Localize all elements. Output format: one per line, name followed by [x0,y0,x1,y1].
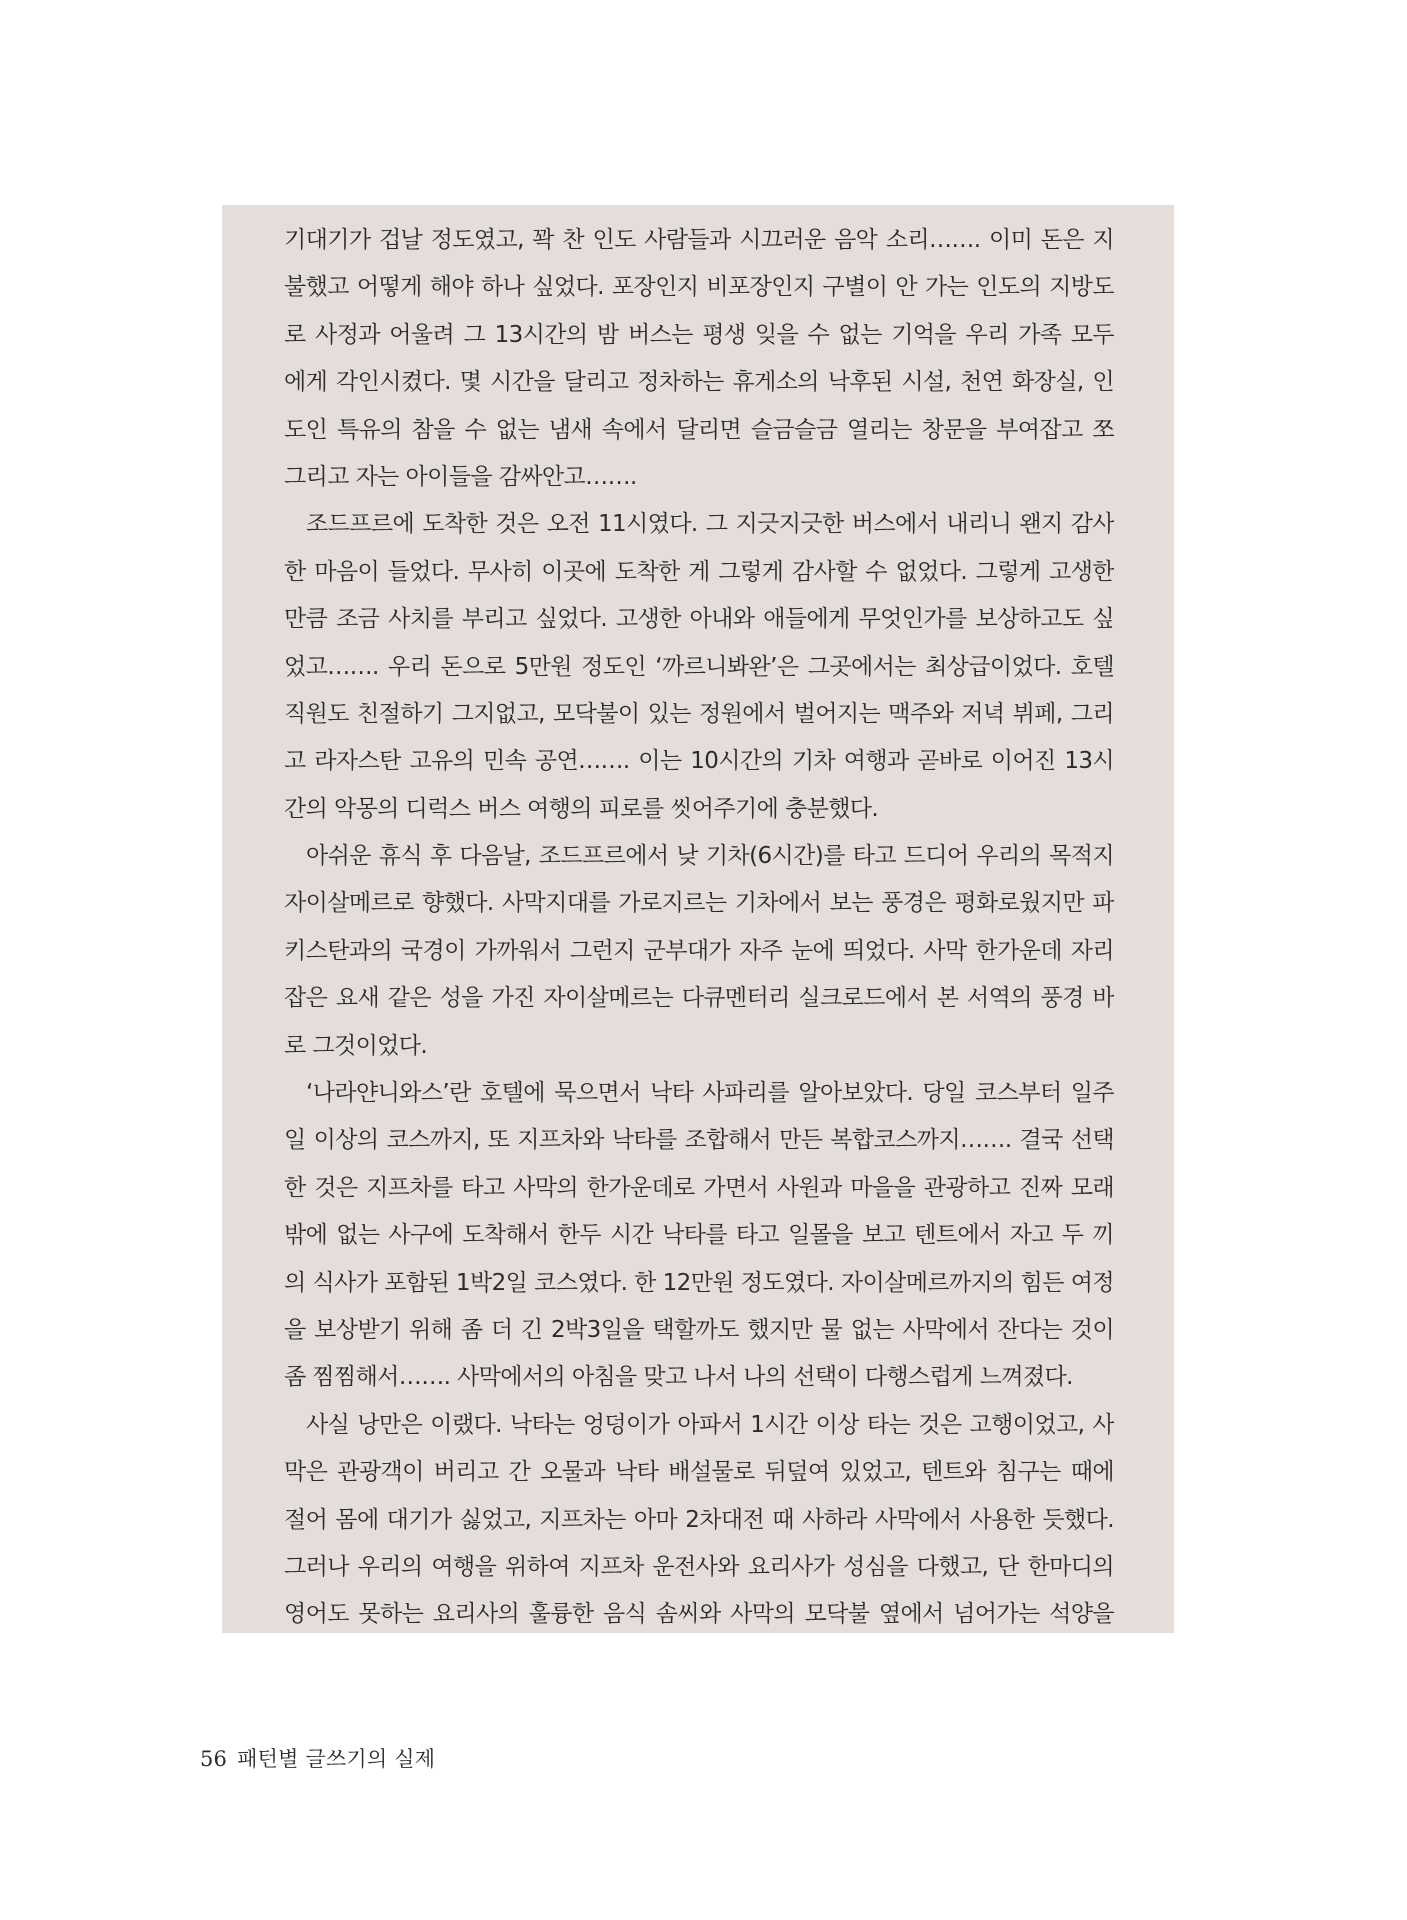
text-line: 을 보상받기 위해 좀 더 긴 2박3일을 택할까도 했지만 물 없는 사막에서 잔다는 것이 [284,1316,1114,1343]
text-line: 에게 각인시켰다. 몇 시간을 달리고 정차하는 휴게소의 낙후된 시설, 천연 화장실, 인 [284,369,1114,396]
text-line: 도인 특유의 참을 수 없는 냄새 속에서 달리면 슬금슬금 열리는 창문을 부여잡고 쪼 [284,416,1114,443]
text-line: ‘나라얀니와스’란 호텔에 묵으면서 낙타 사파리를 알아보았다. 당일 코스부터 일주 [306,1080,1114,1107]
text-line: 었고……. 우리 돈으로 5만원 정도인 ‘까르니봐완’은 그곳에서는 최상급이었다. 호텔 [284,653,1114,680]
text-line: 일 이상의 코스까지, 또 지프차와 낙타를 조합해서 만든 복합코스까지……. 결국 선택 [284,1127,1114,1154]
text-line: 만큼 조금 사치를 부리고 싶었다. 고생한 아내와 애들에게 무엇인가를 보상하고도 싶 [284,606,1114,633]
text-line: 키스탄과의 국경이 가까워서 그런지 군부대가 자주 눈에 띄었다. 사막 한가운데 자리 [284,937,1114,964]
text-line: 의 식사가 포함된 1박2일 코스였다. 한 12만원 정도였다. 자이살메르까지의 힘든 여정 [284,1269,1114,1296]
text-box [222,205,1174,1633]
text-line: 로 사정과 어울려 그 13시간의 밤 버스는 평생 잊을 수 없는 기억을 우리 가족 모두 [284,321,1114,348]
text-line: 잡은 요새 같은 성을 가진 자이살메르는 다큐멘터리 실크로드에서 본 서역의 풍경 바 [284,985,1114,1012]
text-line: 고 라자스탄 고유의 민속 공연……. 이는 10시간의 기차 여행과 곧바로 이어진 13시 [284,748,1114,775]
text-line: 직원도 친절하기 그지없고, 모닥불이 있는 정원에서 벌어지는 맥주와 저녁 뷔페, 그리 [284,700,1114,727]
text-line: 그리고 자는 아이들을 감싸안고……. [284,463,637,490]
text-line: 아쉬운 휴식 후 다음날, 조드프르에서 낮 기차(6시간)를 타고 드디어 우리의 목적지 [306,843,1114,870]
body-text [284,217,1114,1633]
text-line: 좀 찜찜해서……. 사막에서의 아침을 맞고 나서 나의 선택이 다행스럽게 느껴졌다. [284,1364,1073,1391]
text-line: 한 마음이 들었다. 무사히 이곳에 도착한 게 그렇게 감사할 수 없었다. 그렇게 고생한 [284,558,1114,585]
text-line: 영어도 못하는 요리사의 훌륭한 음식 솜씨와 사막의 모닥불 옆에서 넘어가는 석양을 [284,1601,1114,1628]
text-line: 밖에 없는 사구에 도착해서 한두 시간 낙타를 타고 일몰을 보고 텐트에서 자고 두 끼 [284,1222,1114,1249]
text-line: 절어 몸에 대기가 싫었고, 지프차는 아마 2차대전 때 사하라 사막에서 사용한 듯했다. [284,1506,1114,1533]
text-line: 간의 악몽의 디럭스 버스 여행의 피로를 씻어주기에 충분했다. [284,795,879,822]
text-line: 로 그것이었다. [284,1032,428,1059]
text-line: 막은 관광객이 버리고 간 오물과 낙타 배설물로 뒤덮여 있었고, 텐트와 침구는 때에 [284,1459,1114,1486]
text-line: 기대기가 겁날 정도였고, 꽉 찬 인도 사람들과 시끄러운 음악 소리……. 이미 돈은 지 [284,227,1114,253]
text-line: 그러나 우리의 여행을 위하여 지프차 운전사와 요리사가 성심을 다했고, 단 한마디의 [284,1553,1114,1580]
book-title: 패턴별 글쓰기의 실제 [237,1747,436,1771]
text-line: 한 것은 지프차를 타고 사막의 한가운데로 가면서 사원과 마을을 관광하고 진짜 모래 [284,1174,1114,1201]
page-number: 56 [200,1747,228,1771]
text-line: 조드프르에 도착한 것은 오전 11시였다. 그 지긋지긋한 버스에서 내리니 왠지 감사 [306,511,1114,538]
text-line: 사실 낭만은 이랬다. 낙타는 엉덩이가 아파서 1시간 이상 타는 것은 고행이었고, 사 [306,1411,1114,1438]
page-footer [200,1744,435,1774]
text-line: 자이살메르로 향했다. 사막지대를 가로지르는 기차에서 보는 풍경은 평화로웠지만 파 [284,890,1114,917]
text-line: 불했고 어떻게 해야 하나 싶었다. 포장인지 비포장인지 구별이 안 가는 인도의 지방도 [284,274,1114,301]
